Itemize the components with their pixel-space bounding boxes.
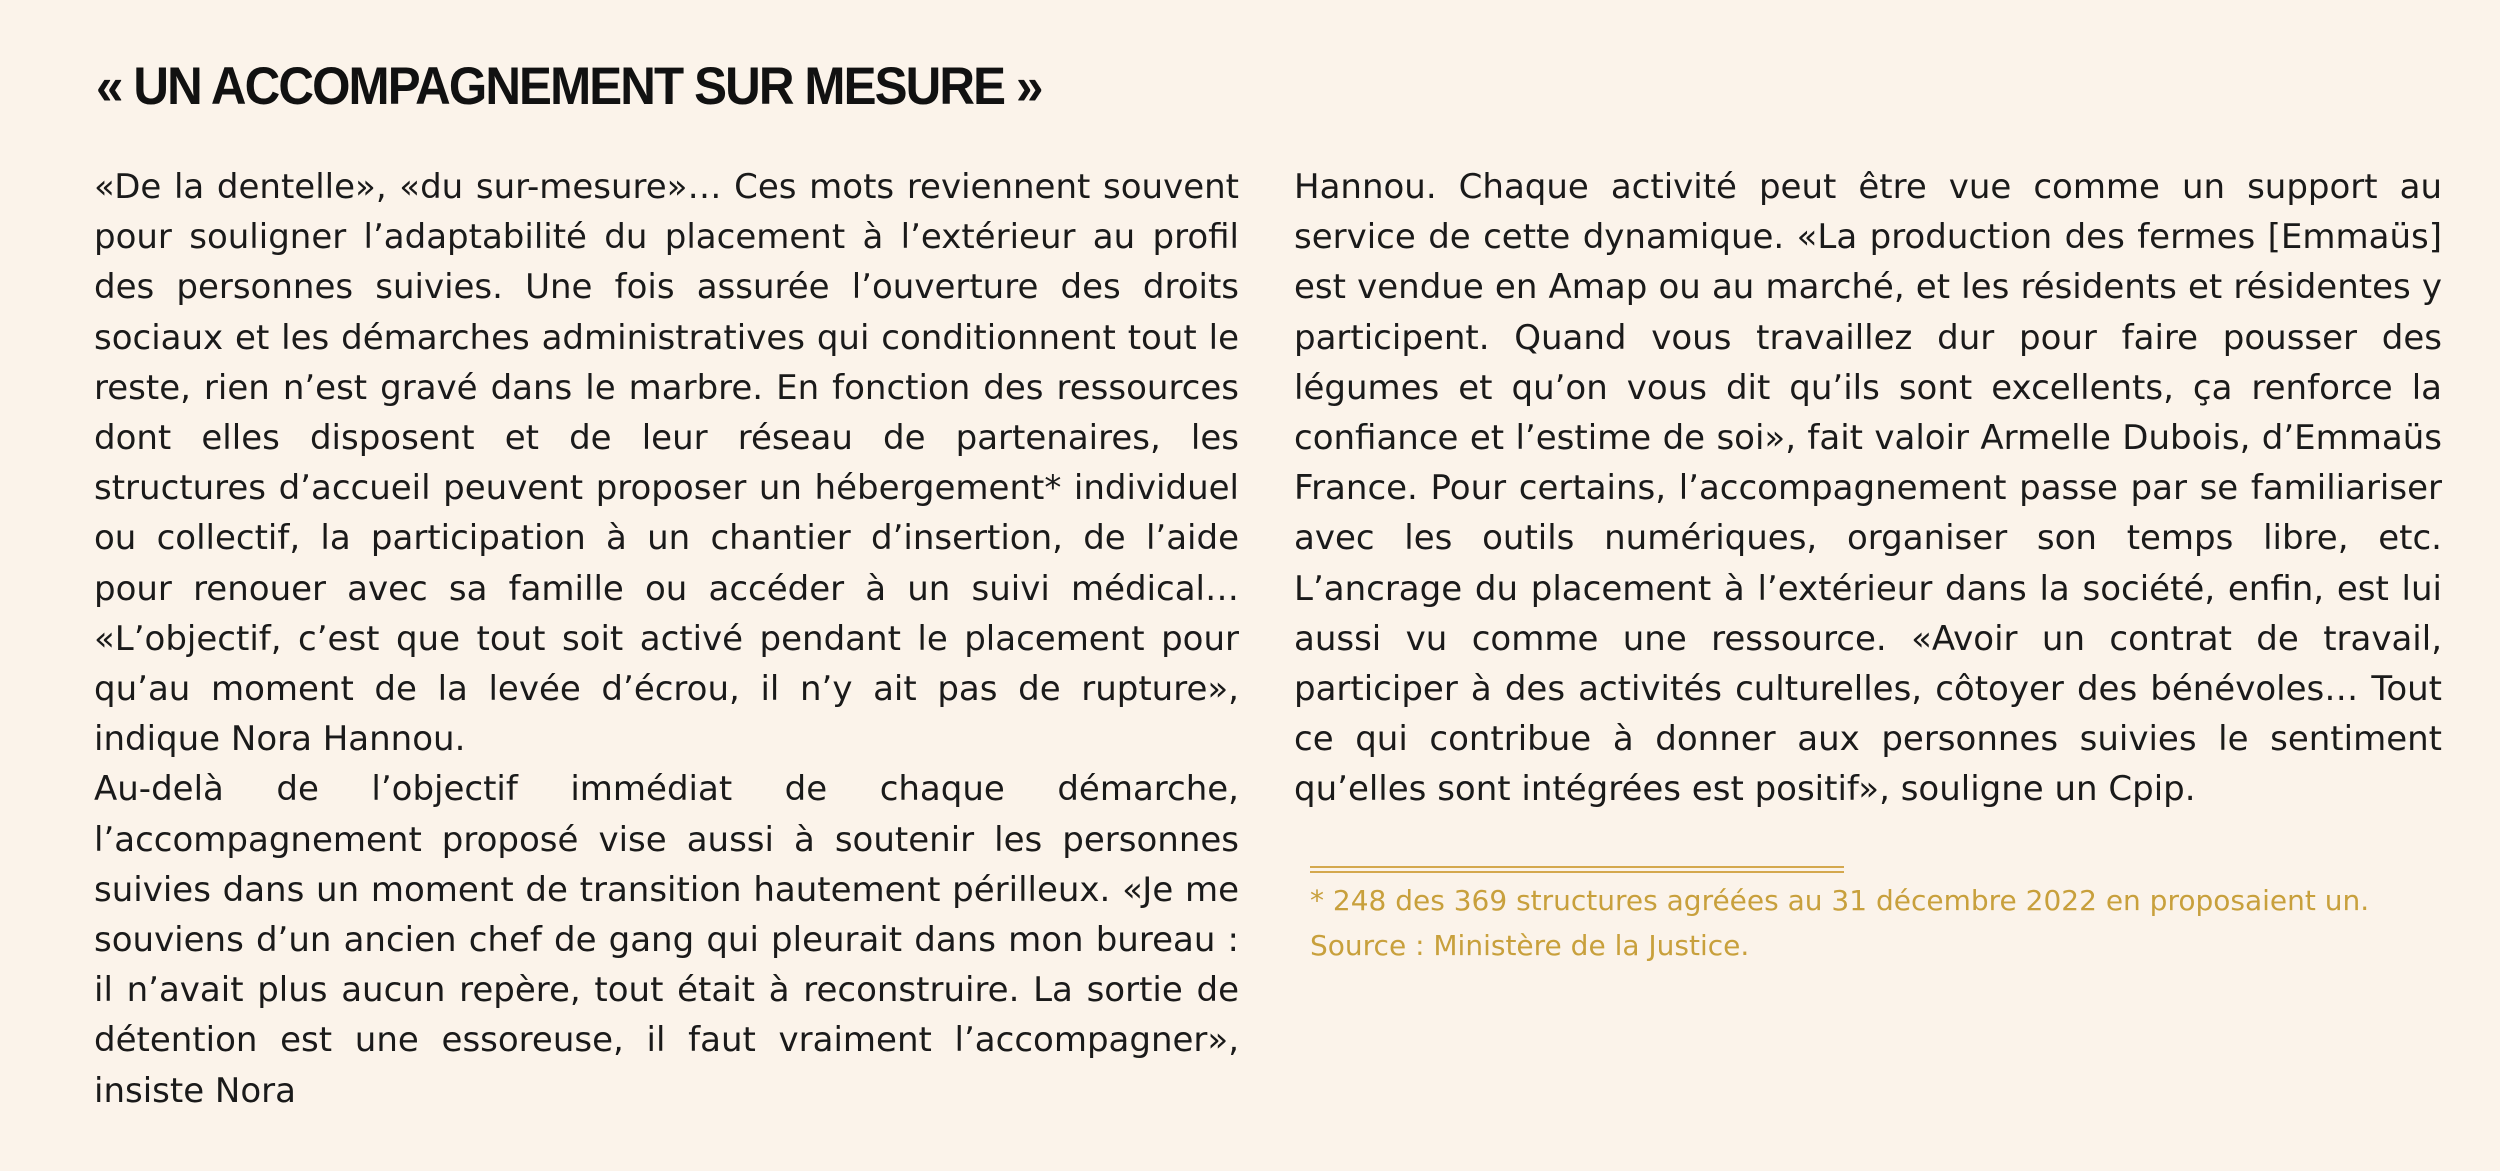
body-paragraph: Au-delà de l’objectif immédiat de chaque démarche, l’accompagnement proposé vise aussi à soutenir les personnes suivies dans un moment de transition hautement périlleux. «Je me souviens d’un ancien chef de gang qui pleurait dans mon bureau : il n’avait plus aucun repère, tout était à reconstruire. La sortie de détention est une essoreuse, il faut vraiment l’accompagner», insiste Nora [94,769,1239,1111]
body-paragraph: «De la dentelle», «du sur-mesure»… Ces mots reviennent souvent pour souligner l’adaptabilité du placement à l’extérieur au profil des personnes suivies. Une fois assurée l’ouverture des droits sociaux et les démarches administratives qui conditionnent tout le reste, rien n’est gravé dans le marbre. En fonction des ressources dont elles disposent et de leur réseau de partenaires, les structures d’accueil peuvent proposer un hébergement* individuel ou collectif, la participation à un chantier d’insertion, de l’aide pour renouer avec sa famille ou accéder à un suivi médical… «L’objectif, c’est que tout soit activé pendant le placement pour qu’au moment de la levée d’écrou, il n’y ait pas de rupture», indique Nora Hannou. [94,167,1239,760]
footnote-source: Source : Ministère de la Justice. [1310,929,1750,962]
left-column [94,162,1239,1116]
footnote-divider [1310,866,1844,868]
section-heading: « UN ACCOMPAGNEMENT SUR MESURE » [96,57,1042,116]
footnote [1310,878,2410,968]
footnote-note: * 248 des 369 structures agréées au 31 décembre 2022 en proposaient un. [1310,884,2370,917]
body-paragraph: Hannou. Chaque activité peut être vue comme un support au service de cette dynamique. «La production des fermes [Emmaüs] est vendue en Amap ou au marché, et les résidents et résidentes y participent. Quand vous travaillez dur pour faire pousser des légumes et qu’on vous dit qu’ils sont excellents, ça renforce la confiance et l’estime de soi», fait valoir Armelle Dubois, d’Emmaüs France. Pour certains, l’accompagnement passe par se familiariser avec les outils numériques, organiser son temps libre, etc. L’ancrage du placement à l’extérieur dans la société, enfin, est lui aussi vu comme une ressource. «Avoir un contrat de travail, participer à des activités culturelles, côtoyer des bénévoles… Tout ce qui contribue à donner aux personnes suivies le sentiment qu’elles sont intégrées est positif», souligne un Cpip. [1294,167,2442,810]
right-column [1294,162,2442,815]
